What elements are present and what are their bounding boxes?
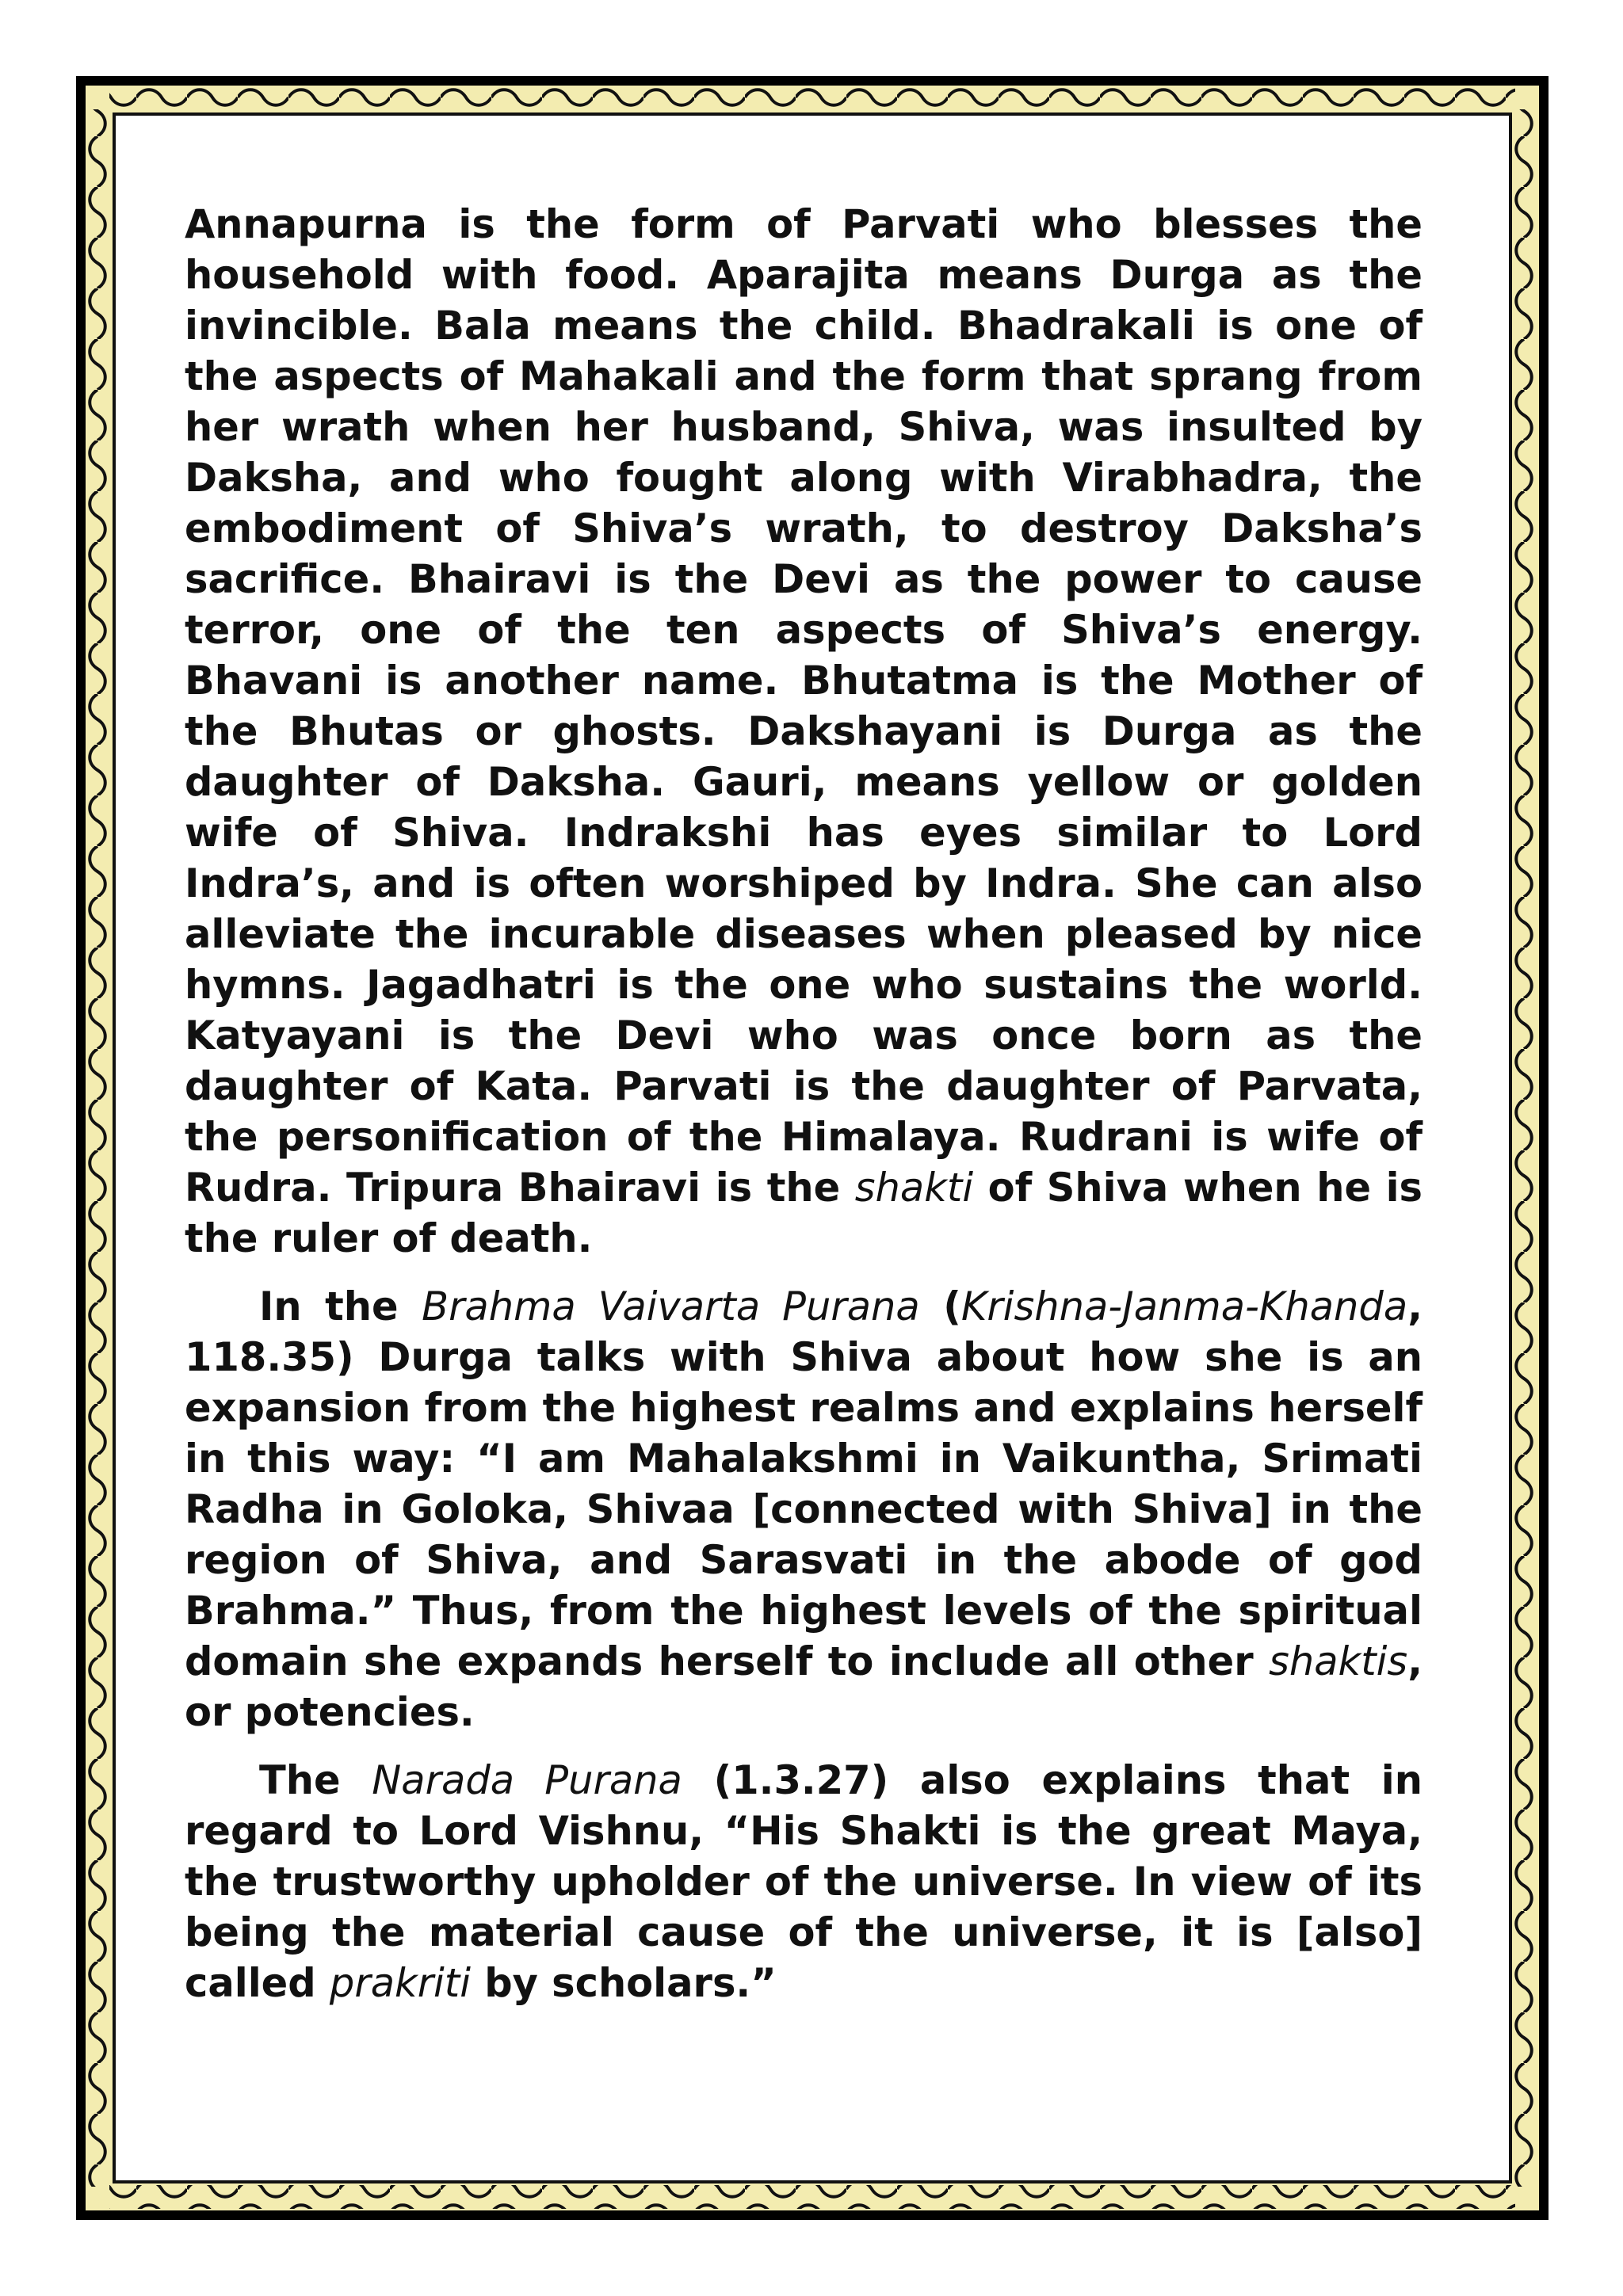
paragraph-narada-purana [185,1755,1423,2008]
italic-term: shakti [854,1165,974,1211]
paragraph-text: ( [919,1283,961,1329]
paragraph-text: (1.3.27) also explains that in regard to Lord Vishnu, “His Shakti is the great Maya, the trustworthy upholder of the universe. In view of its being the material cause of the universe, it is [also] called [185,1757,1423,2006]
paragraph-text: Annapurna is the form of Parvati who blesses the household with food. Aparajita means Durga as the invincible. Bala means the child. Bhadrakali is one of the aspects of Mahakali and the form that sprang from her wrath when her husband, Shiva, was insulted by Daksha, and who fought along with Virabhadra, the embodiment of Shiva’s wrath, to destroy Daksha’s sacrifice. Bhairavi is the Devi as the power to cause terror, one of the ten aspects of Shiva’s energy. Bhavani is another name. Bhutatma is the Mother of the Bhutas or ghosts. Dakshayani is Durga as the daughter of Daksha. Gauri, means yellow or golden wife of Shiva. Indrakshi has eyes similar to Lord Indra’s, and is often worshiped by Indra. She can also alleviate the incurable diseases when pleased by nice hymns. Jagadhatri is the one who sustains the world. Katyayani is the Devi who was once born as the daughter of Kata. Parvati is the daughter of Parvata, the personification of the Himalaya. Rudrani is wife of Rudra. Tripura Bhairavi is the [185,201,1423,1211]
italic-title: Krishna-Janma-Khanda [960,1283,1408,1329]
paragraph-text: by scholars.” [470,1960,777,2006]
paragraph-brahma-vaivarta [185,1281,1423,1737]
italic-title: Narada Purana [372,1757,682,1803]
paragraph-text: , or potencies. [185,1638,1423,1735]
paragraph-goddess-names [185,199,1423,1264]
italic-term: shaktis [1269,1638,1408,1684]
paragraph-text: In the [259,1283,422,1329]
paragraph-text: , 118.35) Durga talks with Shiva about how she is an expansion from the highest realms and explains herself in this way: “I am Mahalakshmi in Vaikuntha, Srimati Radha in Goloka, Shivaa [connected with Shiva] in the region of Shiva, and Sarasvati in the abode of god Brahma.” Thus, from the highest levels of the spiritual domain she expands herself to include all other [185,1283,1423,1684]
paragraph-text: The [259,1757,372,1803]
paragraph-text: of Shiva when he is the ruler of death. [185,1165,1423,1261]
italic-term: prakriti [329,1960,471,2006]
document-body [185,199,1423,2008]
italic-title: Brahma Vaivarta Purana [422,1283,920,1329]
